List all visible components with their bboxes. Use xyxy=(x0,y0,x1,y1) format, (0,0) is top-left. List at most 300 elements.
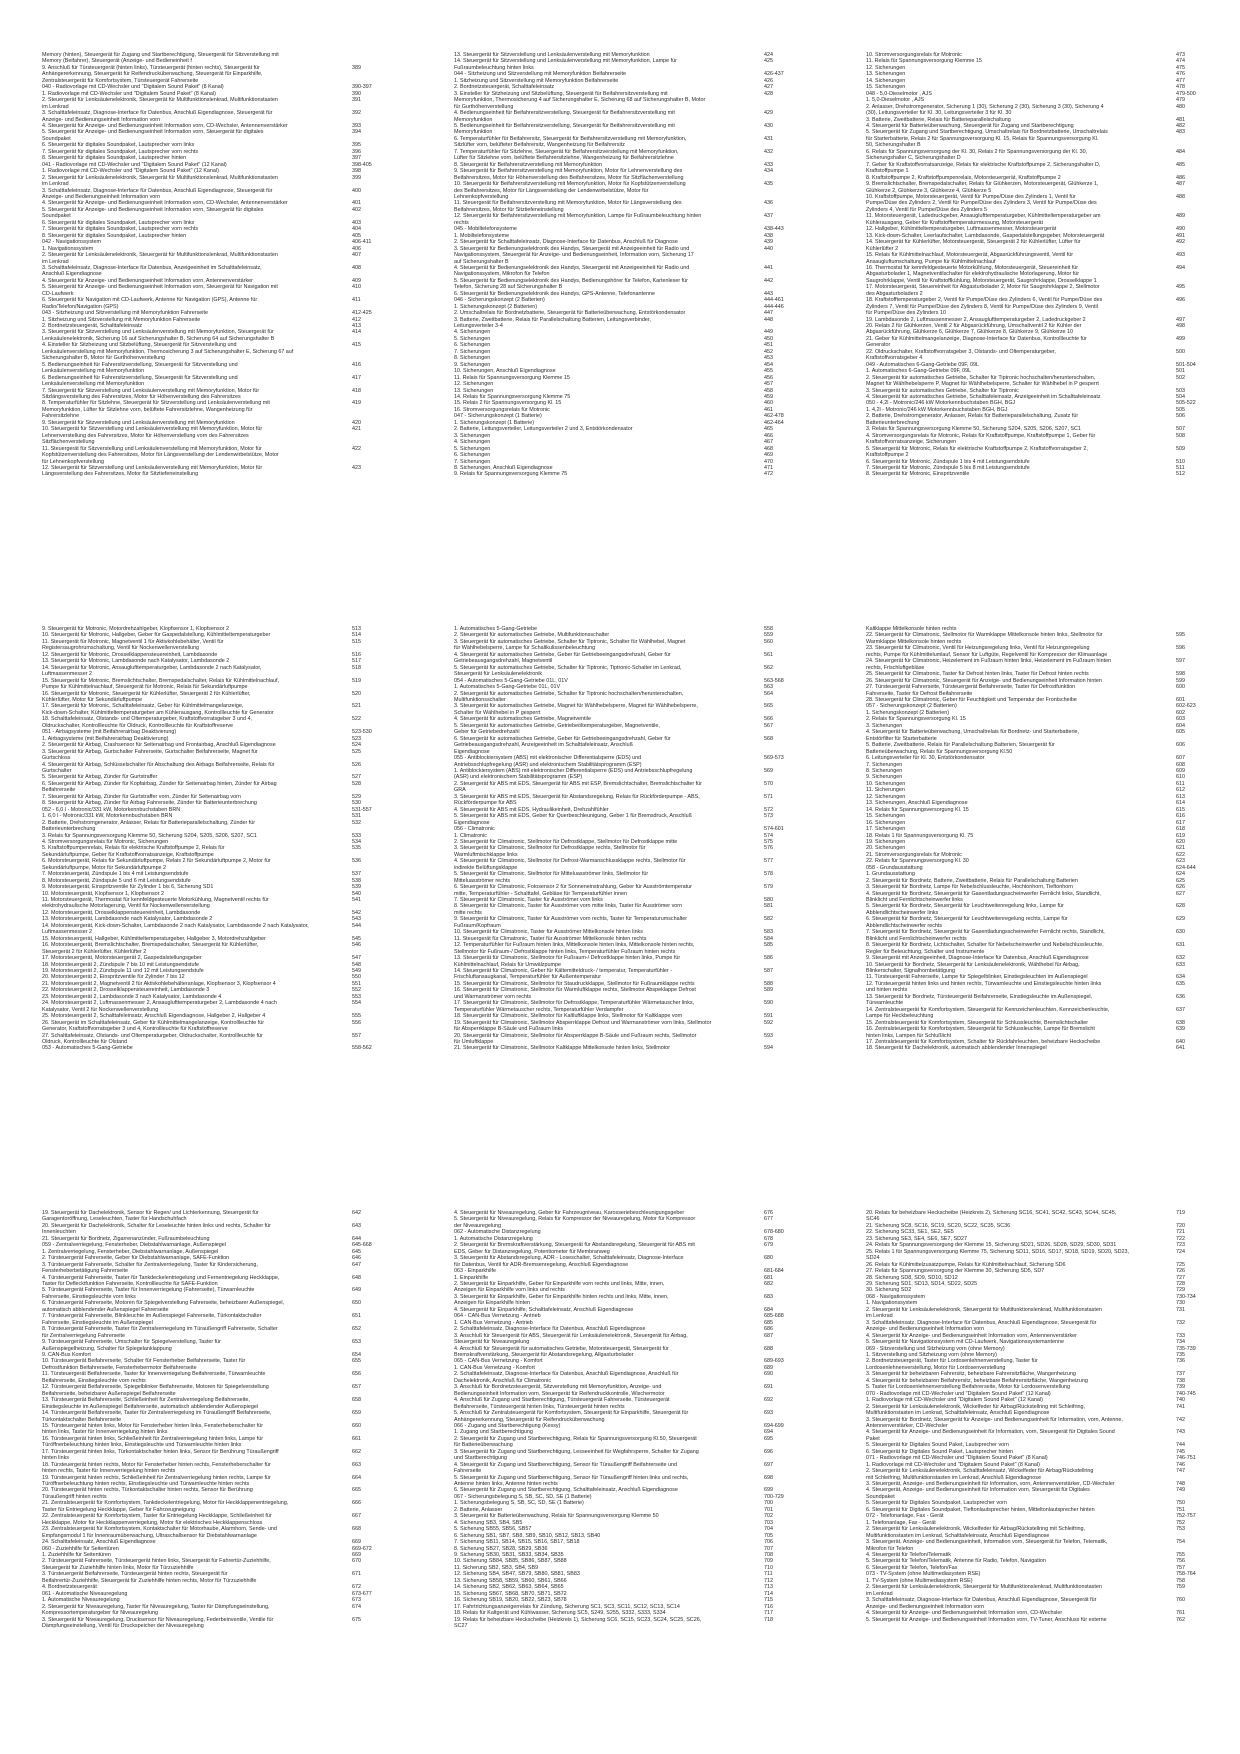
entry-title: Abgasrückführung, Glühkerze 6, Glühkerze 7, Glühkerze 8, Glühkerze 9, Glühkerze 10 xyxy=(866,329,1074,336)
entry-title: Kraftstoffvorratsanzeige, Sicherungen xyxy=(866,439,957,446)
entry-title: 8. Kraftstoffpumpe 2, Kraftstoffpumpenrelais, Motorsteuergerät, Kraftstoffpumpe 2 xyxy=(866,174,1061,181)
entry-title: 8. Steuergerät für digitales Soundpaket, Lautsprecher hinten xyxy=(42,232,187,239)
entry-title: 2. Batterie, Anlasser xyxy=(454,1506,503,1513)
entry-page-number: 520 xyxy=(352,690,361,697)
entry-page-number: 412-425 xyxy=(352,310,372,317)
entry-title: im Lenkrad xyxy=(42,258,69,265)
entry-page-number: 615 xyxy=(1176,806,1185,813)
entry-title: 11. Steuergerät für Sitzverstellung und Lenksäulenverstellung mit Memoryfunktion, Motor für xyxy=(42,445,262,452)
entry-title: Beifahrerseite xyxy=(42,787,76,794)
entry-title: 5. Steuergerät für Zugang und Startberechtigung, Umschaltrelais für Bordnetzbatterie, Umschaltrelais xyxy=(866,129,1108,136)
entry-title: Sitzflächenverstellung xyxy=(42,439,95,446)
entry-page-number: 469 xyxy=(764,452,773,459)
entry-title: 11. Steuergerät für Beifahrersitzverstellung mit Memoryfunktion, Motor für Längsverstellung des xyxy=(454,200,682,207)
entry-title: 4. Steuergerät für ABS mit EDS, Hydraulikeinheit, Drehzahlfühler xyxy=(454,806,609,813)
entry-title: Kühlerlüfter 2 xyxy=(866,245,899,252)
entry-title: 5. Kraftstoffpumpenrelais, Relais für elektrische Kraftstoffpumpe 2, Relais für xyxy=(42,845,225,852)
entry-page-number: 480 xyxy=(1176,103,1185,110)
entry-page-number: 413 xyxy=(352,323,361,330)
entry-page-number: 455 xyxy=(764,368,773,375)
entry-title: 14. Steuergerät für Climatronic, Geber für Kältemitteldruck- / temperatur, Temperaturfühler - xyxy=(454,968,673,975)
entry-title: 13. Kick-down-Schalter, Leerlaufschalter, Lambdasonde, Gaspedalstellungsgeber, Motorsteuergerät xyxy=(866,232,1105,239)
entry-title: 064 - CAN-Bus Vernetzung - Antrieb xyxy=(454,1313,541,1320)
entry-title: Mikrofon für Telefon xyxy=(866,1545,914,1552)
entry-title: Bedienungseinheit Information vorn, Steuergerät für Reifendruckkontrolle, Wischermotor xyxy=(454,1390,665,1397)
entry-page-number: 410 xyxy=(352,284,361,291)
entry-page-number: 586 xyxy=(764,955,773,962)
entry-page-number: 761 xyxy=(1176,1610,1185,1617)
entry-page-number: 639 xyxy=(1176,1026,1185,1033)
entry-title: 1. Sitzheizung und Sitzverstellung mit Memoryfunktion Beifahrerseite xyxy=(454,77,619,84)
entry-title: 3. Steuergerät für Bedienungselektronik des Handys, Steuergerät mit Anzeigeeinheit für Radio und xyxy=(454,245,690,252)
entry-title: mit Schleifring, Multifunktionstasten im Lenkrad, Anschluß Eigendiagnose xyxy=(866,1474,1041,1481)
entry-page-number: 594 xyxy=(764,1045,773,1052)
entry-title: Temperaturfühler Wärmetauscher rechts, Temperaturfühler Verdampfer xyxy=(454,1006,624,1013)
entry-page-number: 573 xyxy=(764,813,773,820)
entry-title: 055 - Antiblockiersystem (ABS) mit elektronischer Differentialsperre (EDS) und xyxy=(454,755,642,762)
entry-title: indirekte Belüftungsklappe xyxy=(454,864,518,871)
entry-page-number: 406-411 xyxy=(352,239,372,246)
entry-title: 18. Steuergerät für Dachelektronik, automatisch abblendender Innenspiegel xyxy=(866,1045,1047,1052)
entry-page-number: 583 xyxy=(764,929,773,936)
entry-title: rechts, Frischluftgebläse xyxy=(866,664,925,671)
entry-title: 1. Sitzheizung und Sitzverstellung mit Memoryfunktion Fahrerseite xyxy=(42,316,201,323)
entry-title: 2. Türsteuergerät Fahrerseite, Türsteuergerät hinten links, Steuergerät für Fahrertür-Zuziehhilfe, xyxy=(42,1558,271,1565)
entry-title: 6. Steuergerät für digitales Soundpaket, Lautsprecher vorn links xyxy=(42,219,195,226)
entry-title: 4. Steuergerät, Anzeige- und Bedienungseinheit für Information vorn, Steuergerät für Digitales xyxy=(866,1487,1090,1494)
entry-page-number: 616 xyxy=(1176,813,1185,820)
entry-title: 3. Batterie, Zweitbatterie, Relais für Parallelschaltung Batterien, Leitungsverbinder, xyxy=(454,316,651,323)
entry-page-number: 552 xyxy=(352,987,361,994)
entry-title: Blinklicht und Fernlichtscheinwerfer links xyxy=(866,897,963,904)
entry-title: 11. Motorsteuergerät, Ladedruckgeber, Ansauglufttemperaturgeber, Kühlmitteltemperaturgeber am xyxy=(866,213,1101,220)
entry-page-number: 677 xyxy=(764,1216,773,1223)
entry-title: 18. Kraftstofftemperaturgeber 2, Ventil für Pumpe/Düse des Zylinders 6, Ventil für Pumpe/Düse des xyxy=(866,297,1103,304)
entry-title: 7. Sicherung SB11, SB14, SB15, SB16, SB17, SB18 xyxy=(454,1539,580,1546)
entry-page-number: 391 xyxy=(352,97,361,104)
entry-title: Fahrerseite, Einstiegsleuchte im Außenspiegel xyxy=(42,1319,153,1326)
entry-title: hinten links, Taster für Innenverriegelung hinten links xyxy=(42,1429,168,1436)
entry-title: 15. Sicherung SB67, SB68, SB70, SB71, SB72 xyxy=(454,1590,567,1597)
entry-page-number: 692 xyxy=(764,1397,773,1404)
entry-title: 2. Bordnetzsteuergerät, Schalttafeleinsatz xyxy=(42,323,143,330)
entry-title: Steuergerät 2 für Kühlerlüfter, Kühlerlüfter 2 xyxy=(42,948,147,955)
entry-page-number: 397 xyxy=(352,155,361,162)
entry-title: 5. Steuergerät für Niveauregelung, Relais für Kompressor der Niveauregelung, Motor für Kompressor xyxy=(454,1216,696,1223)
entry-page-number: 414 xyxy=(352,329,361,336)
entry-page-number: 735 xyxy=(1176,1351,1185,1358)
entry-title: 2. Steuergerät für Airbag, Crashsensor für Seitenairbag und Frontairbag, Anschluß Eigendiagnose xyxy=(42,742,276,749)
entry-title: 50, Sicherungshalter B xyxy=(866,142,921,149)
entry-title: 060 - Zuziehhilfe für Seitentüren xyxy=(42,1545,119,1552)
entry-title: 21. Stromversorgungsrelais für Motronic xyxy=(866,851,962,858)
entry-page-number: 582 xyxy=(764,916,773,923)
entry-title: 10. Steuergerät für Sitzverstellung und Lenksäulenverstellung mit Memoryfunktion, Motor für xyxy=(42,426,263,433)
entry-page-number: 720 xyxy=(1176,1222,1185,1229)
entry-title: 1. Einparkhilfe xyxy=(454,1274,489,1281)
entry-title: 071 - Radiovorlage mit CD-Wechsler und "Digitalem Sound Paket" (8 Kanal) xyxy=(866,1455,1048,1462)
entry-page-number: 672 xyxy=(352,1584,361,1591)
entry-page-number: 404 xyxy=(352,226,361,233)
entry-page-number: 503 xyxy=(1176,387,1185,394)
entry-page-number: 401 xyxy=(352,200,361,207)
entry-page-number: 645-668 xyxy=(352,1242,372,1249)
entry-page-number: 516 xyxy=(352,651,361,658)
entry-page-number: 531 xyxy=(352,813,361,820)
entry-page-number: 396 xyxy=(352,148,361,155)
entry-page-number: 585 xyxy=(764,942,773,949)
entry-title: 15. Türsteuergerät hinten links, Motor für Fensterheber hinten links, Fensterheberschalter für xyxy=(42,1422,264,1429)
entry-title: 12. Türsteuergerät hinten links und hinten rechts, Türwarnleuchte und Einstiegsleuchte hinten links xyxy=(866,980,1102,987)
entry-page-number: 675 xyxy=(352,1616,361,1623)
entry-page-number: 762 xyxy=(1176,1616,1185,1623)
entry-page-number: 730-734 xyxy=(1176,1293,1196,1300)
entry-title: 2. Anlasser, Drehstromgenerator, Sicherung 1 (30), Sicherung 2 (30), Sicherung 3 (30), Sicherung 4 xyxy=(866,103,1104,110)
entry-page-number: 450 xyxy=(764,335,773,342)
entry-page-number: 666 xyxy=(352,1500,361,1507)
entry-title: 1. Zugang und Startberechtigung xyxy=(454,1429,533,1436)
entry-title: Abgasturbolader 1, Magnetventilschalter für elektrohydraulische Motorlagerung, Motor für xyxy=(866,271,1080,278)
entry-title: 14. Motorsteuergerät, Kick-down-Schalter, Lambdasonde 2 nach Katalysator, Lambdasonde 2 nach Katalysator, xyxy=(42,922,309,929)
entry-title: Defrostfunktion Beifahrerseite, Fensterhebermotor Beifahrerseite xyxy=(42,1364,197,1371)
entry-title: 1. Mobiltelefonsysteme xyxy=(454,232,510,239)
entry-title: 2. Steuergerät für Lenksäulenelektronik, Schalttafeleinsatz, Wickelfeder für Airbag/Rückstellring xyxy=(866,1468,1094,1475)
entry-page-number: 685-688 xyxy=(764,1313,784,1320)
entry-page-number: 716 xyxy=(764,1603,773,1610)
entry-title: 12. Sicherung SB4, SB47, SB79, SB80, SB81, SB83 xyxy=(454,1571,580,1578)
entry-page-number: 740-745 xyxy=(1176,1390,1196,1397)
entry-title: 5. Steuergerät für Climatronic, Stellmotor für Mitteluasströmer links, Stellmotor für xyxy=(454,871,649,878)
entry-title: Radio/Telefon/Navigation (GPS) xyxy=(42,303,119,310)
entry-title: Kraftstoffpumpe 2 xyxy=(866,452,909,459)
entry-page-number: 563 xyxy=(764,684,773,691)
entry-title: 21. Motorsteuergerät 2, Magnetventil 2 für Aktivkohlebehälteranlage, Klopfsensor 3, Klopfsensor 4 xyxy=(42,980,276,987)
entry-page-number: 439 xyxy=(764,239,773,246)
entry-page-number: 403 xyxy=(352,219,361,226)
entry-title: Taster für Entriegelung Heckklappe, Geber für Fahrzeugneigung xyxy=(42,1506,196,1513)
entry-title: 16. Motorsteuergerät, Bremslichtschalter, Bremspedalschalter, Steuergerät für Kühlerlüfter, xyxy=(42,942,259,949)
entry-page-number: 614 xyxy=(1176,800,1185,807)
entry-title: 1. Navigationssystem xyxy=(42,245,94,252)
entry-title: 047 - Sicherungskonzept (1 Batterie) xyxy=(454,413,542,420)
entry-page-number: 751 xyxy=(1176,1506,1185,1513)
entry-title: 4. Steuergerät für Niveauregelung, Geber für Fahrzeugniveau, Karosseriebeschleunigungsgeber xyxy=(454,1210,685,1216)
entry-page-number: 623 xyxy=(1176,858,1185,865)
entry-page-number: 756 xyxy=(1176,1558,1185,1565)
entry-page-number: 643 xyxy=(352,1222,361,1229)
entry-page-number: 574-601 xyxy=(764,826,784,833)
entry-title: 4. Steuergerät für automatisches Getriebe, Schalttafeleinsatz, Anzeigeeinheit im Schalttafeleinsatz xyxy=(866,394,1101,401)
entry-title: 6. Motorsteuergerät, Relais für Sekundärluftpumpe, Relais 2 für Sekundärluftpumpe 2, Motor für xyxy=(42,858,271,865)
entry-title: 9. Anschluß für Türsteuergerät (hinten links), Türsteuergerät (hinten rechts), Steuergerät für xyxy=(42,64,260,71)
entry-title: 3. Relais für Spannungsversorgung Klemme 50, Sicherung S204, S205, S206, S207, SC1 xyxy=(866,426,1081,433)
entry-title: Abblendlichtscheinwerfer rechts xyxy=(866,922,943,929)
entry-title: 10. Steuergerät für Climatronic, Taster für Ausströmer Mittelkonsole hinten links xyxy=(454,929,643,936)
entry-title: 7. Steuergerät für digitales Soundpaket, Lautsprecher vorn rechts xyxy=(42,148,199,155)
entry-title: Sekundärluftpumpe, Motor für Sekundärluftpumpe 2 xyxy=(42,864,167,871)
entry-page-number: 427 xyxy=(764,84,773,91)
entry-title: 6. Steuergerät für Bedienungselektronik des Handys, GPS-Antenne, Telefonantenne xyxy=(454,290,655,297)
entry-title: 2. Schalttafeleinsatz, Diagnose-Interface für Datenbus, Anschluß Eigendiagnose xyxy=(454,1326,646,1333)
entry-page-number: 663 xyxy=(352,1461,361,1468)
entry-page-number: 742 xyxy=(1176,1416,1185,1423)
entry-page-number: 506 xyxy=(1176,413,1185,420)
entry-title: 4. Steuergerät für Anzeige- und Bedienungseinheit Information vorn, CD-Wechsler xyxy=(866,1610,1063,1617)
entry-title: 12. Steuergerät für Beifahrersitzverstellung mit Memoryfunktion, Lampe für Fußraumbeleuchtung hinten xyxy=(454,213,702,220)
entry-page-number: 565 xyxy=(764,703,773,710)
entry-title: 1. Sicherungskonzept (1 Batterie) xyxy=(454,419,535,426)
entry-title: 23. Zentralsteuergerät für Komfortsystem, Kontaktschalter für Motorhaube, Alarmhorn, Sende- und xyxy=(42,1526,277,1533)
entry-page-number: 608 xyxy=(1176,761,1185,768)
entry-title: 1. Radiovorlage mit CD-Wechsler und "Digitalem Sound Paket" (8 Kanal) xyxy=(866,1461,1040,1468)
entry-page-number: 566 xyxy=(764,716,773,723)
entry-title: Memory (hinten), Steuergerät für Zugang und Startberechtigung, Steuergerät für Sitzverstellung mit xyxy=(42,52,279,58)
entry-page-number: 394 xyxy=(352,129,361,136)
entry-title: für Lehnenkopfverstellung xyxy=(42,458,105,465)
entry-title: Magnet für Wählhebelsperre P, Magnet für Wählhebelsperre, Schalter für Wählhebel in P gesperrt xyxy=(866,381,1099,388)
entry-page-number: 523 xyxy=(352,735,361,742)
entry-page-number: 626 xyxy=(1176,884,1185,891)
entry-title: 12. Steuergerät für Motronic, Drosselklappensteuereinheit, Lambdasonde xyxy=(42,651,218,658)
entry-page-number: 757 xyxy=(1176,1564,1185,1571)
entry-title: Bremskraftverstärkung, Steuergerät für Abstandsregelung, Allgasturbolader xyxy=(454,1351,634,1358)
entry-title: 19. Steuergerät für Dachelektronik, Sensor für Regen/ und Lichterkennung, Steuergerät für xyxy=(42,1210,259,1216)
entry-page-number: 407 xyxy=(352,252,361,259)
entry-page-number: 421 xyxy=(352,426,361,433)
entry-title: 6. Temperaturfühler für Beifahrersitz, Steuergerät für Beifahrersitzverstellung mit Memoryfunktion, xyxy=(454,135,687,142)
entry-title: 2. Steuergerät für Bordnetz, Batterie, Zweitbatterie, Relais für Parallelschaltung Batterien xyxy=(866,877,1078,884)
entry-title: Türkontaktschalter Beifahrerseite xyxy=(42,1416,122,1423)
entry-title: 5. Bedienungseinheit für Fahrersitzverstellung, Steuergerät für Sitzverstellung und xyxy=(42,361,238,368)
entry-title: für Absperrklappe B-Säule und Fußraum links xyxy=(454,1026,564,1033)
entry-title: Beifahrerseite, Türsteuergerät hinten links, Türsteuergerät hinten rechts xyxy=(454,1403,625,1410)
entry-title: Soundpaket xyxy=(42,135,71,142)
entry-title: im Lenkrad xyxy=(866,1590,893,1597)
entry-title: 1. Sicherungskonzept (2 Batterien) xyxy=(866,709,950,716)
entry-title: 4. Sicherung SB3, SB4, SB5 xyxy=(454,1519,523,1526)
entry-title: Luftmassenmesser 2 xyxy=(42,671,93,678)
entry-title: Sicherungshalter B, Motor für Gurthöhenverstellung xyxy=(42,355,166,362)
entry-title: 13. Sicherungen xyxy=(866,71,906,78)
entry-title: Sekundärluftpumpe, Geber für Kraftstoffvorratsanzeige, Kraftstoffpumpe xyxy=(42,851,214,858)
entry-page-number: 571 xyxy=(764,793,773,800)
entry-page-number: 569 xyxy=(764,767,773,774)
entry-title: 4. Türsteuergerät Fahrerseite, Taster für Tankdeckelentriegelung und Fernentriegelung Heckklappe, xyxy=(42,1274,280,1281)
entry-title: 10. Motorsteuergerät, Klopfsensor 1, Klopfsensor 2 xyxy=(42,890,164,897)
entry-page-number: 466 xyxy=(764,432,773,439)
entry-page-number: 635 xyxy=(1176,980,1185,987)
entry-title: 068 - Navigationssystem xyxy=(866,1293,926,1300)
entry-page-number: 697 xyxy=(764,1461,773,1468)
entry-page-number: 681-684 xyxy=(764,1268,784,1275)
entry-page-number: 758 xyxy=(1176,1577,1185,1584)
entry-title: 3. Schalttafeleinsatz, Diagnose-Interface für Datenbus, Anschluß Eigendiagnose, Steuergerät für xyxy=(42,187,273,194)
entry-title: 1. Antiblockiersystem (ABS) mit elektronischer Differentialsperre (EDS) und Antriebsschlupfregelung xyxy=(454,767,693,774)
entry-title: 15. Sicherungen xyxy=(866,813,906,820)
entry-title: Beifahrerseite, beheizbarer Außenspiegel Beifahrerseite xyxy=(42,1390,176,1397)
entry-title: 15. Steuergerät für Motronic, Bremslichtschalter, Bremspedalschalter, Relais für Kühlmittelnachlauf, xyxy=(42,677,279,684)
entry-title: 6. Sicherung SB1, SB7, SB8, SB9, SB10, SB12, SB13, SB40 xyxy=(454,1532,601,1539)
entry-page-number: 570 xyxy=(764,780,773,787)
entry-title: Lampe für Heckbeleuchtung xyxy=(866,1013,934,1020)
entry-title: 18. Relais für Kaltgerät und Kühlwasser, Sicherung SC5, S249, S255, S332, S333, S334 xyxy=(454,1610,666,1617)
entry-title: 6. Sicherungen xyxy=(454,342,491,349)
entry-title: Katalysator, Ventil 2 für Nockenwellenverstellung xyxy=(42,1006,159,1013)
entry-title: 21. Steuergerät für Climatronic, Stellmotor Kaltklappe Mittelkonsole hinten links, Stellmotor xyxy=(454,1045,671,1052)
entry-title: 2. Türsteuergerät Fahrerseite, Geber für Diebstahlwarnanlage, SAFE-Funktion xyxy=(42,1255,230,1262)
entry-title: und hinten rechts xyxy=(866,987,908,994)
entry-title: Batterieüberwachung, Relais für Spannungsversorgung Kl.50 xyxy=(866,748,1013,755)
entry-page-number: 628 xyxy=(1176,903,1185,910)
entry-title: Batterieunterbrechung xyxy=(866,419,920,426)
entry-title: Lenksäulenverstellung mit Memoryfunktion xyxy=(42,368,145,375)
entry-title: 1. Radiovorlage mit CD-Wechsler und "Digitalem Sound Paket" (12 Kanal) xyxy=(866,1397,1043,1404)
entry-title: 13. Motorsteuergerät, Lambdasonde nach Katalysator, Lambdasonde 2 xyxy=(42,916,213,923)
entry-title: 3. Schalttafeleinsatz, Diagnose-Interface für Datenbus, Anzeigeeinheit im Schalttafeleinsatz, xyxy=(42,264,262,271)
entry-title: hinten links, Lampen für Schlußlicht xyxy=(866,1032,952,1039)
toc-entry xyxy=(42,471,417,477)
entry-page-number: 638 xyxy=(1176,1019,1185,1026)
entry-page-number: 735-739 xyxy=(1176,1345,1196,1352)
entry-title: 2. Steuergerät für Lenksäulenelektronik, Steuergerät für Multifunktionslenkrad, Multifunktionstasten xyxy=(866,1306,1102,1313)
entry-page-number: 637 xyxy=(1176,1006,1185,1013)
entry-title: 20. Relais für beheizbare Heckscheibe (Heizkreis 2), Sicherung SC16, SC41, SC42, SC43, SC44, SC45, xyxy=(866,1210,1117,1216)
entry-title: 3. Steuergerät für Sitzverstellung und Lenksäulenverstellung mit Memoryfunktion, Steuergerät für xyxy=(42,329,274,336)
entry-page-number: 679 xyxy=(764,1242,773,1249)
entry-title: 7. Steuergerät für Airbag, Zünder für Gurtstraffer vorn, Zünder für Seitenairbag vorn xyxy=(42,793,241,800)
entry-title: 5. Steuergerät für Anzeige- und Bedienungseinheit Information vorn, Steuergerät für digitales xyxy=(42,206,264,213)
entry-title: Steuergerät für Lenksäulenelektronik xyxy=(454,671,543,678)
entry-title: 20. Türsteuergerät hinten rechts, Türkontaktschalter hinten rechts, Sensor für Berührung xyxy=(42,1487,253,1494)
entry-title: 5. Steuergerät für Telefon/Telematik, Antenne für Radio, Telefon, Navigation xyxy=(866,1558,1046,1565)
entry-title: 22. Steuergerät für Climatronic, Stellmotor für Warmklappe Mittelkonsole hinten links, Stellmotor für xyxy=(866,632,1103,639)
entry-title: 9. Steuergerät für Beifahrersitzverstellung mit Memoryfunktion, Motor für Lehnenverstellung des xyxy=(454,168,683,175)
toc-entry xyxy=(454,1045,829,1051)
entry-page-number: 609 xyxy=(1176,767,1185,774)
entry-title: 2. Steuergerät für ABS mit EDS, Steuergerät für ABS mit ESP, Bremslichtschalter, Bremslichtschalter für xyxy=(454,780,702,787)
entry-page-number: 533 xyxy=(352,832,361,839)
entry-page-number: 569-573 xyxy=(764,755,784,762)
entry-title: 30. Sicherung SD2 xyxy=(866,1287,912,1294)
entry-title: 16. Sicherungen xyxy=(866,819,906,826)
entry-title: 2. Relais für Spannungsversorgung Kl. 15 xyxy=(866,716,966,723)
entry-title: 13. Steuergerät für Sitzverstellung und Lenksäulenverstellung mit Memoryfunktion xyxy=(454,52,650,58)
entry-page-number: 624 xyxy=(1176,871,1185,878)
entry-title: 1. Sicherungsbelegung S, SB, SC, SD, SE (1 Batterie) xyxy=(454,1500,584,1507)
entry-page-number: 491 xyxy=(1176,232,1185,239)
entry-page-number: 440 xyxy=(764,245,773,252)
entry-page-number: 674 xyxy=(352,1603,361,1610)
entry-title: 10. Steuergerät für Beifahrersitzverstellung mit Memoryfunktion, Motor für Kopfstützenverstellung xyxy=(454,181,686,188)
entry-title: für Zentralverriegelung Fahrerseite xyxy=(42,1332,125,1339)
entry-title: 10. Türsteuergerät Beifahrerseite, Schalter für Fensterheber Beifahrerseite, Taster für xyxy=(42,1358,246,1365)
entry-title: 11. Sicherungen xyxy=(866,787,905,794)
entry-title: 3. Einsteller für Sitzheizung und Sitzbelüftung, Steuergerät für Beifahrersitzverstellung mit xyxy=(454,90,668,97)
entry-title: 6. Steuergerät für Digitales Sound Paket, Lautsprecher hinten xyxy=(866,1448,1014,1455)
entry-title: Antennenverstärker, CD-Wechsler xyxy=(866,1422,948,1429)
entry-page-number: 486 xyxy=(1176,174,1185,181)
toc-band xyxy=(42,1210,1202,1730)
entry-title: 4. Steuergerät für Climatronic, Stellmotor für Defrost-Warmanschlussklappe rechts, Stellmotor für xyxy=(454,858,686,865)
entry-page-number: 587 xyxy=(764,968,773,975)
entry-title: Ansaugluftumschaltung, Pumpe für Kühlmittelnachlauf xyxy=(866,258,996,265)
entry-title: Beifahrersitzes, Motor für Sitztiefeneinstellung xyxy=(454,206,564,213)
entry-title: Zylinders 7, Ventil für Pumpe/Düse des Zylinders 8, Ventil für Pumpe/Düse des Zylinders 9, Ventil xyxy=(866,303,1098,310)
entry-title: 14. Steuergerät für Motronic, Ansauglufttemperaturgeber, Lambdasonde 2 nach Katalysator, xyxy=(42,664,262,671)
entry-page-number: 560 xyxy=(764,638,773,645)
entry-title: 4. Steuergerät für Einparkhilfe, Schalttafeleinsatz, Anschluß Eigendiagnose xyxy=(454,1306,634,1313)
entry-page-number: 462-478 xyxy=(764,413,784,420)
entry-title: 3. Steuergerät für Abstandsregelung, ADR - Loseschalter, Schalttafeleinsatz, Diagnose-Interface xyxy=(454,1255,684,1262)
entry-page-number: 650 xyxy=(352,1300,361,1307)
entry-page-number: 444-446 xyxy=(764,303,784,310)
entry-page-number: 424 xyxy=(764,52,773,58)
entry-page-number: 682 xyxy=(764,1280,773,1287)
entry-page-number: 433 xyxy=(764,161,773,168)
entry-title: 7. Steuergerät für Motronic, Zündspule 5 bis 8 mit Leistungsendstufe xyxy=(866,465,1030,471)
entry-title: 20. Motorsteuergerät 2, Einspritzventile für Zylinder 7 bis 12 xyxy=(42,974,185,981)
entry-title: 1. TV-System (ohne Multimediasystem RSE) xyxy=(866,1577,973,1584)
toc-column xyxy=(42,52,417,572)
entry-page-number: 432 xyxy=(764,148,773,155)
entry-title: für Batterieüberwachung xyxy=(454,1442,513,1449)
entry-page-number: 660 xyxy=(352,1422,361,1429)
entry-title: 3. Steuergerät, Anzeige- und Bedienungseinheit, Information vorn, Steuergerät für Telefon, Telematik, xyxy=(866,1539,1108,1546)
entry-page-number: 669 xyxy=(352,1539,361,1546)
entry-title: 062 - Automatische Distanzregelung xyxy=(454,1229,541,1236)
entry-page-number: 688 xyxy=(764,1345,773,1352)
entry-title: 1. 5,0-Dieselmotor , AJS xyxy=(866,97,925,104)
entry-title: 15. Motorsteuergerät, Hallgeber, Kühlmitteltemperaturgeber, Hallgeber 3, Motordrehzahlgeber xyxy=(42,935,266,942)
entry-page-number: 726 xyxy=(1176,1268,1185,1275)
entry-title: 5. Steuergerät für automatisches Getriebe, Getriebeöltemperaturgeber, Magnetventile, xyxy=(454,722,660,729)
entry-page-number: 683 xyxy=(764,1293,773,1300)
entry-page-number: 618 xyxy=(1176,826,1185,833)
entry-title: 9. Sicherung SB30, SB31, SB33, SB34, SB35 xyxy=(454,1552,564,1559)
entry-title: Batterieunterbrechung xyxy=(42,826,96,833)
entry-title: 5. Steuergerät für Digitales Sound Paket, Lautsprecher vorn xyxy=(866,1442,1009,1449)
entry-title: 14. Relais für Spannungsversorgung Klemme 75 xyxy=(454,394,571,401)
entry-page-number: 395 xyxy=(352,142,361,149)
entry-title: 042 - Navigationssystem xyxy=(42,239,102,246)
entry-title: 4. Steuergerät für Airbag, Schlüsselschalter für Abschaltung des Airbags Beifahrerseite, Relais für xyxy=(42,761,275,768)
entry-title: 3. Batterie, Zweitbatterie, Relais für Batterieparallelschaltung xyxy=(866,116,1011,123)
entry-page-number: 599 xyxy=(1176,677,1185,684)
entry-page-number: 653 xyxy=(352,1339,361,1346)
entry-title: 15. Relais für Kühlmittelnachlauf, Motorsteuergerät, Abgasrückführungsventil, Ventil für xyxy=(866,252,1074,259)
entry-title: 3. Schalttafeleinsatz, Diagnose-Interface für Datenbus, Anschluß Eigendiagnose, Steuergerät für xyxy=(42,110,273,117)
entry-title: hinten rechts, Taster für Innenverriegelung hinten rechts xyxy=(42,1468,176,1475)
entry-page-number: 534 xyxy=(352,838,361,845)
entry-title: 3. Steuergerät für Batterieüberwachung, Relais für Spannungsversorgung Klemme 50 xyxy=(454,1513,659,1520)
entry-title: Memoryfunktion, Thermosicherung 4 auf Sicherungshalter E, Sicherung 68 auf Sicherungshalter B, Motor xyxy=(454,97,706,104)
entry-title: Anhängererkennung, Steuergerät für Reifendrucküberwachung, Steuergerät für Einparkhilfe, xyxy=(42,71,263,78)
entry-title: 4. Steuergerät für Bedienungselektronik des Handys, Steuergerät mit Anzeigeeinheit für Radio und xyxy=(454,264,690,271)
entry-title: 28. Sicherung SD8, SD9, SD10, SD12 xyxy=(866,1274,958,1281)
entry-title: Memoryfunktion xyxy=(454,116,493,123)
entry-title: 8. Temperaturfühler für Sitzlehne, Steuergerät für Sitzverstellung und Lenksäulenverstellung mit xyxy=(42,400,270,407)
entry-page-number: 668 xyxy=(352,1526,361,1533)
entry-title: 9. Steuergerät für Sitzverstellung und Lenksäulenverstellung mit Memoryfunktion xyxy=(42,419,235,426)
entry-page-number: 443 xyxy=(764,290,773,297)
entry-title: Kaltklappe Mittelkonsole hinten rechts xyxy=(866,626,957,632)
entry-page-number: 442 xyxy=(764,277,773,284)
entry-title: 1. Automatische Niveauregelung xyxy=(42,1597,120,1604)
entry-page-number: 505 xyxy=(1176,406,1185,413)
entry-title: 8. Steuergerät für Climatronic, Taster für Ausströmer vorn mitte links, Taster für Ausströmer vorn xyxy=(454,903,683,910)
entry-page-number: 592 xyxy=(764,1019,773,1026)
entry-title: 1. Radiovorlage mit CD-Wechsler und "Digitalem Sound Paket" (8 Kanal) xyxy=(42,90,216,97)
